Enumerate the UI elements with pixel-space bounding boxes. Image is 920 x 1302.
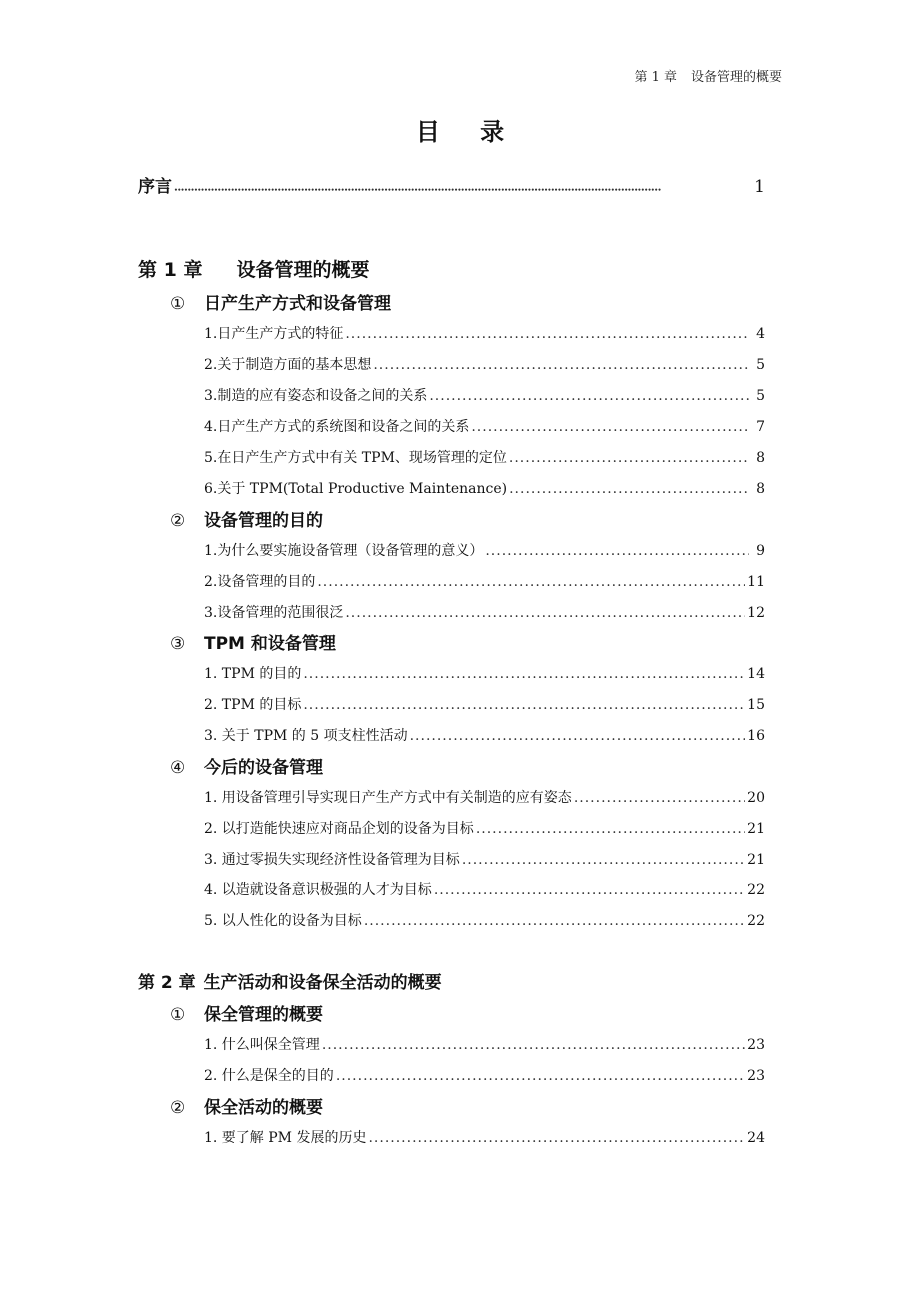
dot-leader (509, 481, 749, 497)
toc-entry-page: 15 (747, 697, 765, 713)
toc-entry-page: 7 (756, 419, 765, 435)
toc-entry-label: 1. 用设备管理引导实现日产生产方式中有关制造的应有姿态 (204, 790, 572, 806)
dot-leader (471, 419, 749, 435)
section-title: 日产生产方式和设备管理 (204, 294, 391, 314)
dot-leader (317, 574, 745, 590)
toc-entry-label: 2. 以打造能快速应对商品企划的设备为目标 (204, 821, 474, 837)
toc-entry-label: 2. TPM 的目标 (204, 697, 302, 713)
dot-leader (462, 852, 745, 868)
chapter-title: 设备管理的概要 (236, 259, 370, 281)
toc-entry[interactable] (204, 416, 765, 436)
dot-leader (373, 357, 749, 373)
section-title: 今后的设备管理 (204, 758, 323, 778)
section-heading[interactable] (170, 629, 336, 654)
toc-entry[interactable] (204, 818, 765, 838)
toc-entry-label: 3. 通过零损失实现经济性设备管理为目标 (204, 852, 460, 868)
toc-entry-label: 5. 以人性化的设备为目标 (204, 913, 362, 929)
chapter-number: 第 2 章 (138, 973, 196, 993)
toc-entry-label: 3.设备管理的范围很泛 (204, 605, 344, 621)
toc-entry-page: 21 (747, 852, 765, 868)
toc-entry-page: 24 (747, 1130, 765, 1146)
toc-entry-label: 1. 什么叫保全管理 (204, 1037, 320, 1053)
section-marker: ① (170, 294, 186, 314)
toc-entry-page: 8 (756, 481, 765, 497)
dot-leader (322, 1037, 745, 1053)
toc-entry-page: 1 (754, 177, 765, 197)
toc-entry-page: 20 (747, 790, 765, 806)
toc-entry-page: 23 (747, 1068, 765, 1084)
dot-leader (509, 450, 749, 466)
toc-entry[interactable] (204, 663, 765, 683)
toc-entry-page: 5 (756, 357, 765, 373)
dot-leader (368, 1130, 745, 1146)
toc-entry[interactable] (204, 787, 765, 807)
toc-entry-page: 11 (747, 574, 765, 590)
section-heading[interactable] (170, 289, 391, 314)
toc-entry-label: 5.在日产生产方式中有关 TPM、现场管理的定位 (204, 450, 507, 466)
section-title: 设备管理的目的 (204, 511, 323, 531)
toc-entry-label: 3.制造的应有姿态和设备之间的关系 (204, 388, 428, 404)
toc-entry[interactable] (204, 447, 765, 467)
chapter-heading[interactable] (138, 968, 442, 993)
dot-leader (574, 790, 745, 806)
chapter-number: 第 1 章 (138, 259, 203, 281)
toc-entry[interactable] (204, 725, 765, 745)
toc-entry-label: 1. 要了解 PM 发展的历史 (204, 1130, 367, 1146)
toc-entry[interactable] (204, 849, 765, 869)
toc-entry-label: 1.为什么要实施设备管理（设备管理的意义） (204, 543, 484, 559)
toc-title: 目 录 (415, 118, 521, 146)
toc-entry-page: 12 (747, 605, 765, 621)
toc-entry-page: 14 (747, 666, 765, 682)
dot-leader (336, 1068, 745, 1084)
toc-entry-label: 序言 (138, 177, 172, 197)
dot-leader (174, 177, 752, 197)
toc-entry-label: 2.设备管理的目的 (204, 574, 316, 590)
toc-entry[interactable] (204, 602, 765, 622)
dot-leader (476, 821, 745, 837)
section-heading[interactable] (170, 753, 323, 778)
dot-leader (429, 388, 749, 404)
toc-entry[interactable] (204, 385, 765, 405)
section-marker: ② (170, 511, 186, 531)
dot-leader (303, 697, 745, 713)
toc-entry-label: 2.关于制造方面的基本思想 (204, 357, 372, 373)
toc-entry[interactable] (204, 1034, 765, 1054)
dot-leader (303, 666, 745, 682)
dot-leader (485, 543, 749, 559)
running-header-chapter: 第 1 章 (634, 70, 677, 85)
toc-entry[interactable] (204, 571, 765, 591)
toc-preface-entry[interactable] (138, 172, 765, 197)
toc-entry[interactable] (204, 694, 765, 714)
toc-entry[interactable] (204, 910, 765, 930)
toc-entry-label: 1.日产生产方式的特征 (204, 326, 344, 342)
toc-entry-label: 1. TPM 的目的 (204, 666, 302, 682)
toc-entry-page: 21 (747, 821, 765, 837)
toc-entry-page: 22 (747, 882, 765, 898)
section-title: TPM 和设备管理 (204, 634, 336, 654)
chapter-title: 生产活动和设备保全活动的概要 (203, 973, 442, 993)
toc-entry[interactable] (204, 879, 765, 899)
toc-entry-page: 9 (756, 543, 765, 559)
section-marker: ① (170, 1005, 186, 1025)
dot-leader (345, 326, 749, 342)
toc-entry-page: 23 (747, 1037, 765, 1053)
toc-entry-label: 4. 以造就设备意识极强的人才为目标 (204, 882, 432, 898)
toc-entry-page: 8 (756, 450, 765, 466)
section-title: 保全活动的概要 (204, 1098, 323, 1118)
toc-entry-label: 4.日产生产方式的系统图和设备之间的关系 (204, 419, 470, 435)
toc-entry-label: 6.关于 TPM(Total Productive Maintenance) (204, 481, 508, 497)
toc-entry-page: 22 (747, 913, 765, 929)
section-marker: ② (170, 1098, 186, 1118)
section-heading[interactable] (170, 506, 323, 531)
dot-leader (364, 913, 745, 929)
toc-entry[interactable] (204, 478, 765, 498)
section-marker: ③ (170, 634, 186, 654)
section-heading[interactable] (170, 1093, 323, 1118)
section-heading[interactable] (170, 1000, 323, 1025)
dot-leader (345, 605, 745, 621)
toc-entry-page: 4 (756, 326, 765, 342)
toc-entry[interactable] (204, 354, 765, 374)
toc-entry[interactable] (204, 323, 765, 343)
toc-entry-page: 5 (756, 388, 765, 404)
toc-entry-label: 2. 什么是保全的目的 (204, 1068, 334, 1084)
toc-entry-page: 16 (747, 728, 765, 744)
toc-entry-label: 3. 关于 TPM 的 5 项支柱性活动 (204, 728, 408, 744)
running-header (634, 66, 782, 85)
section-title: 保全管理的概要 (204, 1005, 323, 1025)
running-header-title: 设备管理的概要 (690, 70, 782, 85)
dot-leader (410, 728, 746, 744)
toc-entry[interactable] (204, 1127, 765, 1147)
toc-entry[interactable] (204, 540, 765, 560)
toc-entry[interactable] (204, 1065, 765, 1085)
section-marker: ④ (170, 758, 186, 778)
chapter-heading[interactable] (138, 255, 369, 282)
dot-leader (434, 882, 745, 898)
